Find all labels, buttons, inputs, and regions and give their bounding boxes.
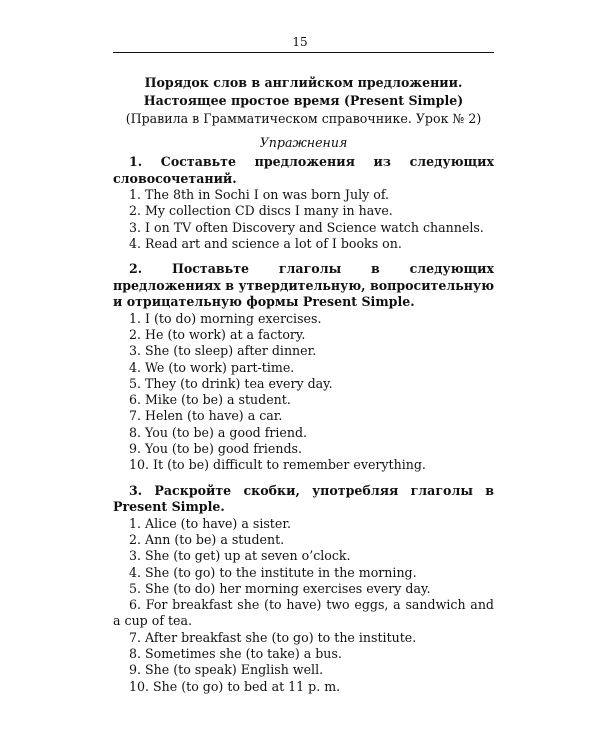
exercise-item: 5. They (to drink) tea every day. [129,375,333,391]
exercise-item: 7. Helen (to have) a car. [129,408,283,424]
exercise-item: 3. She (to get) up at seven o’clock. [129,548,351,564]
exercise-item: 6. Mike (to be) a student. [129,392,291,408]
lesson-title: Порядок слов в английском предложении. [144,75,463,90]
exercise-task: 1. Составьте предложения из следующих словосочетаний. [113,154,494,186]
exercise-3 [113,483,494,695]
exercise-item: 1. The 8th in Sochi I on was born July of. [129,187,390,202]
exercise-item: 5. She (to do) her morning exercises every day. [129,580,431,596]
exercise-1 [113,154,494,252]
exercise-item: 7. After breakfast she (to go) to the institute. [129,629,417,645]
exercise-item: 2. My collection CD discs I many in have. [129,203,393,219]
exercise-item: 3. I on TV often Discovery and Science watch channels. [129,219,484,235]
exercises-heading: Упражнения [259,135,348,150]
exercise-item: 1. I (to do) morning exercises. [129,310,322,326]
exercise-item: 6. For breakfast she (to have) two eggs, a sandwich and a cup of tea. [113,597,494,629]
exercise-item: 1. Alice (to have) a sister. [129,515,291,531]
exercise-item: 8. You (to be) a good friend. [129,424,308,440]
page-number: 15 [292,35,308,49]
exercise-item: 2. Ann (to be) a student. [129,531,285,547]
exercise-item: 9. She (to speak) English well. [129,662,324,678]
page-content [113,74,494,695]
header-rule [113,52,494,53]
exercise-item: 9. You (to be) good friends. [129,441,303,457]
exercise-item: 8. Sometimes she (to take) a bus. [129,646,342,662]
exercise-item: 10. She (to go) to bed at 11 p. m. [129,678,341,694]
exercise-item: 3. She (to sleep) after dinner. [129,343,317,359]
grammar-reference-note: (Правила в Грамматическом справочнике. Урок № 2) [125,111,482,126]
exercise-item: 4. We (to work) part-time. [129,359,295,375]
exercise-task: 2. Поставьте глаголы в следующих предложениях в утвердительную, вопросительную и отрицательную формы Present Simple. [113,261,494,310]
exercise-2 [113,261,494,473]
exercise-item: 4. She (to go) to the institute in the morning. [129,564,417,580]
exercise-task: 3. Раскройте скобки, употребляя глаголы в Present Simple. [113,482,494,515]
lesson-subtitle: Настоящее простое время (Present Simple) [143,93,464,108]
exercise-item: 2. He (to work) at a factory. [129,326,306,342]
exercise-item: 10. It (to be) difficult to remember everything. [129,457,426,473]
exercise-item: 4. Read art and science a lot of I books on. [129,235,402,251]
